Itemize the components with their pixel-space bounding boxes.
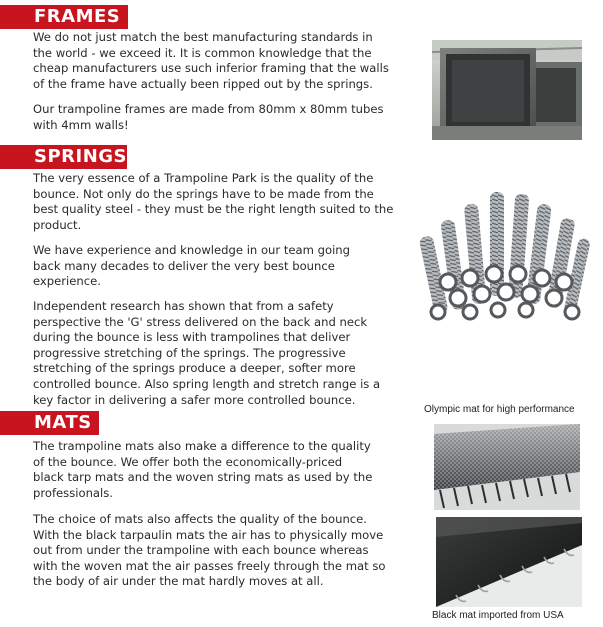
mats-paragraph-1: The trampoline mats also make a difference to the quality of the bounce. We offer both the economically-priced black tarp mats and the woven string mats as used by the professionals.	[33, 439, 373, 500]
black-mat-photo	[436, 517, 582, 607]
springs-paragraph-1: The very essence of a Trampoline Park is the quality of the bounce. Not only do the springs have to be made from the best quality steel - they must be the right length suited to the product.	[33, 171, 394, 232]
springs-paragraph-2: We have experience and knowledge in our team going back many decades to deliver the very best bounce experience.	[33, 243, 350, 289]
frames-paragraph-2: Our trampoline frames are made from 80mm x 80mm tubes with 4mm walls!	[33, 102, 384, 132]
olympic-mat-caption: Olympic mat for high performance	[424, 404, 575, 415]
springs-paragraph-3: Independent research has shown that from a safety perspective the 'G' stress delivered on the back and neck during the bounce is less with trampolines that deliver progressive stretching of the springs. The progressive stretching of the springs produce a deeper, softer more controlled bounce. Also spring length and stretch range is a key factor in delivering a safer more controlled bounce.	[33, 299, 381, 407]
frames-heading: FRAMES	[0, 5, 128, 29]
olympic-mat-photo	[434, 424, 580, 510]
mats-paragraph-2: The choice of mats also affects the quality of the bounce. With the black tarpaulin mats the air has to physically move out from under the trampoline with each bounce whereas with the woven mat the air passes freely through the mat so the body of air under the mat hardly moves at all.	[33, 512, 386, 589]
frame-tube-photo	[432, 40, 582, 140]
mats-heading: MATS	[0, 411, 99, 435]
springs-heading: SPRINGS	[0, 145, 127, 169]
black-mat-caption: Black mat imported from USA	[432, 610, 564, 621]
frames-paragraph-1: We do not just match the best manufacturing standards in the world - we exceed it. It is common knowledge that the cheap manufacturers use such inferior framing that the walls of the frame have actually been ripped out by the springs.	[33, 30, 389, 91]
springs-photo	[408, 182, 594, 332]
